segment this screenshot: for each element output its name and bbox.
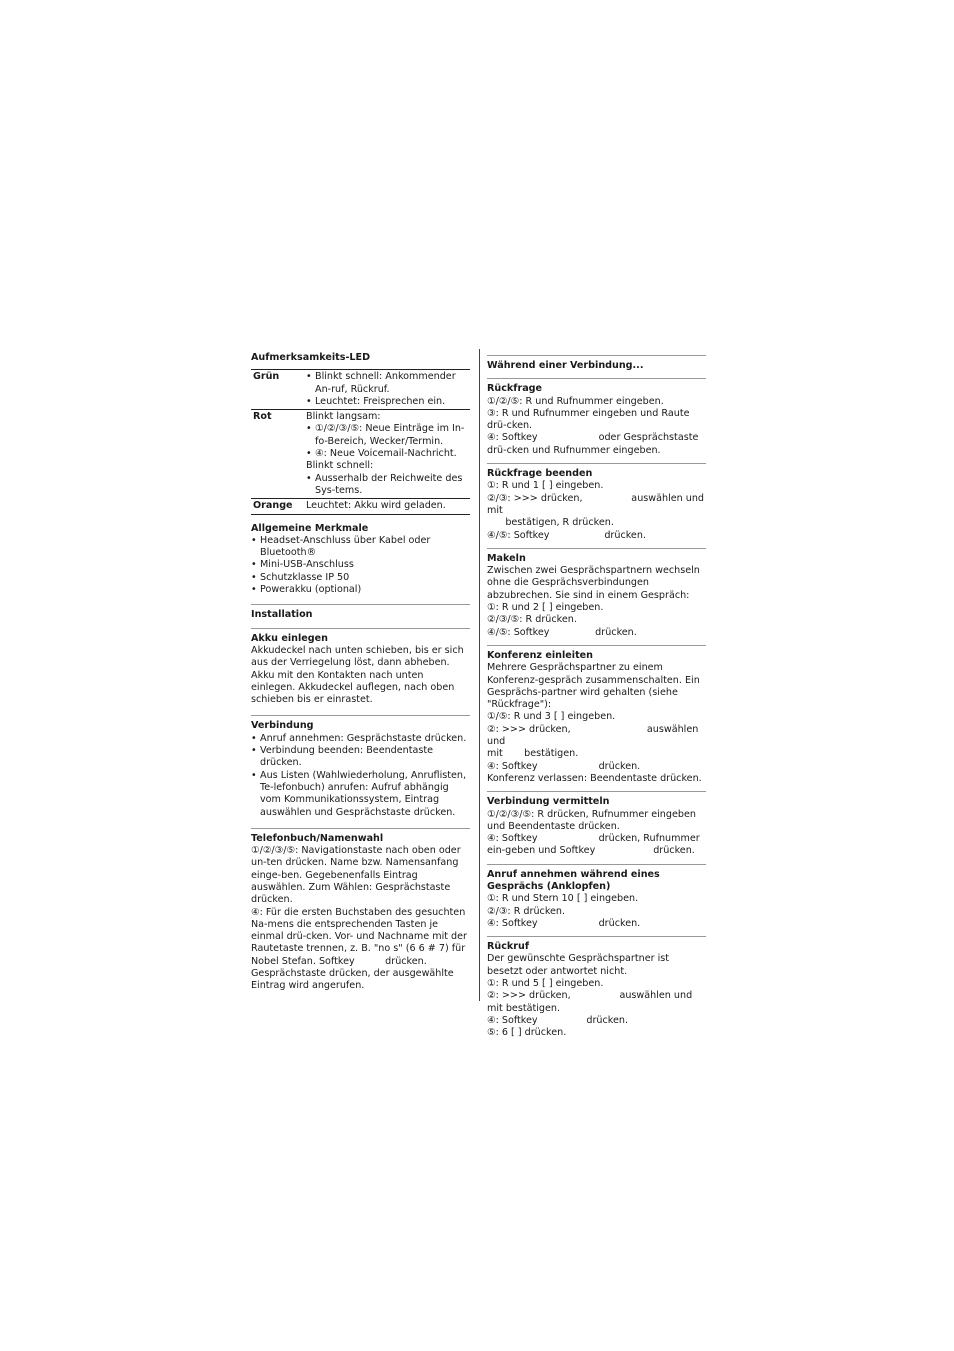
akku-text: Akkudeckel nach unten schieben, bis er sich aus der Verriegelung löst, dann abheben. Akku mit den Kontakten nach unten einlegen. Akkudeckel auflegen, nach oben schieben bis er einrastet.	[251, 644, 464, 706]
phonebook-title: Telefonbuch/Namenwahl	[251, 832, 384, 844]
section-line: ⑤: 6 [ ] drücken.	[487, 1027, 567, 1039]
section-rueckfrage-beenden	[487, 463, 706, 542]
section-line: ①: R und Stern 10 [ ] eingeben.	[487, 893, 639, 905]
section-line: ④: Softkey oder Gesprächstaste drü-cken und Rufnummer eingeben.	[487, 432, 702, 456]
section-title: Verbindung vermitteln	[487, 796, 610, 808]
section-line: ①: R und 5 [ ] eingeben.	[487, 978, 604, 990]
section-line: ②/③/⑤: R drücken.	[487, 614, 577, 626]
during-title: Während einer Verbindung...	[487, 360, 644, 371]
section-line: ④/⑤: Softkey drücken.	[487, 626, 637, 638]
section-makeln	[487, 548, 706, 639]
section-anklopfen	[487, 864, 706, 930]
section-line: ④: Softkey drücken, Rufnummer ein-geben und Softkey drücken.	[487, 833, 703, 857]
section-title: Rückfrage	[487, 383, 543, 395]
led-row-green	[251, 370, 470, 410]
section-line: ②/③: >>> drücken, auswählen und mit	[487, 492, 708, 516]
led-key: Rot	[253, 411, 272, 423]
section-rueckfrage	[487, 378, 706, 457]
section-title: Rückruf	[487, 941, 530, 953]
phonebook-text-2: ④: Für die ersten Buchstaben des gesuchten Na-mens die entsprechenden Tasten je einmal drü-cken. Vor- und Nachname mit der Rautetaste trennen, z. B. "no s" (6 6 # 7) für Nobel Stefan. Softkey drücken. Gesprächstaste drücken, der ausgewählte Eintrag wird angerufen.	[251, 906, 471, 992]
section-line: ④: Softkey drücken.	[487, 1014, 629, 1026]
section-line: ①: R und 1 [ ] eingeben.	[487, 480, 604, 492]
led-line: • ①/②/③/⑤: Neue Einträge im In-fo-Bereich, Wecker/Termin.	[306, 423, 470, 448]
column-divider	[479, 349, 480, 1001]
list-item: • Mini-USB-Anschluss	[251, 559, 470, 571]
list-item: • Headset-Anschluss über Kabel oder Bluetooth®	[251, 535, 470, 560]
akku-title: Akku einlegen	[251, 632, 328, 644]
section-vermitteln	[487, 791, 706, 857]
akku-section	[251, 628, 470, 707]
list-item: • Verbindung beenden: Beendentaste drücken.	[251, 745, 470, 770]
section-line: bestätigen, R drücken.	[487, 517, 614, 529]
section-line: ②: >>> drücken, auswählen und	[487, 723, 702, 748]
led-line: Leuchtet: Akku wird geladen.	[306, 500, 446, 512]
section-line: mit bestätigen.	[487, 748, 579, 760]
left-column	[251, 352, 470, 993]
led-table	[251, 369, 470, 514]
section-title: Rückfrage beenden	[487, 468, 593, 480]
section-line: ④: Softkey drücken.	[487, 760, 641, 772]
section-line: ①/②/③/⑤: R drücken, Rufnummer eingeben und Beendentaste drücken.	[487, 808, 696, 832]
led-intro: Blinkt schnell:	[306, 460, 374, 472]
install-title: Installation	[251, 609, 313, 621]
section-line: ①/⑤: R und 3 [ ] eingeben.	[487, 711, 616, 723]
led-title: Aufmerksamkeits-LED	[251, 352, 371, 363]
led-key: Grün	[253, 371, 280, 383]
during-call-header	[487, 355, 706, 372]
section-line: Zwischen zwei Gesprächspartnern wechseln ohne die Gesprächsverbindungen abzubrechen. Sie sind in einem Gespräch:	[487, 565, 700, 601]
led-key: Orange	[253, 500, 293, 512]
section-line: ①/②/⑤: R und Rufnummer eingeben.	[487, 395, 664, 407]
section-line: ②: >>> drücken, auswählen und mit bestätigen.	[487, 990, 696, 1014]
phonebook-section	[251, 828, 470, 993]
section-line: ④: Softkey drücken.	[487, 917, 641, 929]
section-line: ①: R und 2 [ ] eingeben.	[487, 602, 604, 614]
section-konferenz	[487, 645, 706, 785]
list-item: • Powerakku (optional)	[251, 584, 470, 596]
verbindung-section	[251, 715, 470, 818]
section-line: Der gewünschte Gesprächspartner ist besetzt oder antwortet nicht.	[487, 953, 670, 977]
section-rueckruf	[487, 936, 706, 1039]
phonebook-text-1: ①/②/③/⑤: Navigationstaste nach oben oder un-ten drücken. Name bzw. Namensanfang einge-ben. Gegebenenfalls Eintrag auswählen. Zum Wählen: Gesprächstaste drücken.	[251, 845, 461, 906]
section-title: Makeln	[487, 552, 526, 564]
install-section	[251, 604, 470, 621]
section-line: ④/⑤: Softkey drücken.	[487, 529, 646, 541]
led-intro: Blinkt langsam:	[306, 411, 381, 423]
verbindung-title: Verbindung	[251, 720, 314, 732]
right-column	[487, 355, 706, 1040]
features-section	[251, 523, 470, 597]
led-row-orange	[251, 499, 470, 514]
section-line: ③: R und Rufnummer eingeben und Raute drü-cken.	[487, 407, 690, 432]
section-line: Konferenz verlassen: Beendentaste drücken.	[487, 772, 702, 784]
led-line: • Leuchtet: Freisprechen ein.	[306, 396, 470, 408]
led-row-red	[251, 410, 470, 499]
features-title: Allgemeine Merkmale	[251, 522, 369, 534]
section-line: ②/③: R drücken.	[487, 905, 566, 917]
led-line: • Ausserhalb der Reichweite des Sys-tems.	[306, 473, 470, 498]
led-line: • Blinkt schnell: Ankommender An-ruf, Rückruf.	[306, 371, 470, 396]
section-title: Anruf annehmen während eines Gesprächs (Anklopfen)	[487, 868, 660, 892]
section-line: Mehrere Gesprächspartner zu einem Konferenz-gespräch zusammenschalten. Ein Gesprächs-partner wird gehalten (siehe "Rückfrage"):	[487, 662, 700, 711]
section-title: Konferenz einleiten	[487, 649, 593, 661]
list-item: • Anruf annehmen: Gesprächstaste drücken.	[251, 733, 470, 745]
list-item: • Aus Listen (Wahlwiederholung, Anruflisten, Te-lefonbuch) anrufen: Aufruf abhängig vom Kommunikationssystem, Eintrag auswählen und Gesprächstaste drücken.	[251, 770, 470, 819]
list-item: • Schutzklasse IP 50	[251, 572, 470, 584]
led-line: • ④: Neue Voicemail-Nachricht.	[306, 448, 470, 460]
